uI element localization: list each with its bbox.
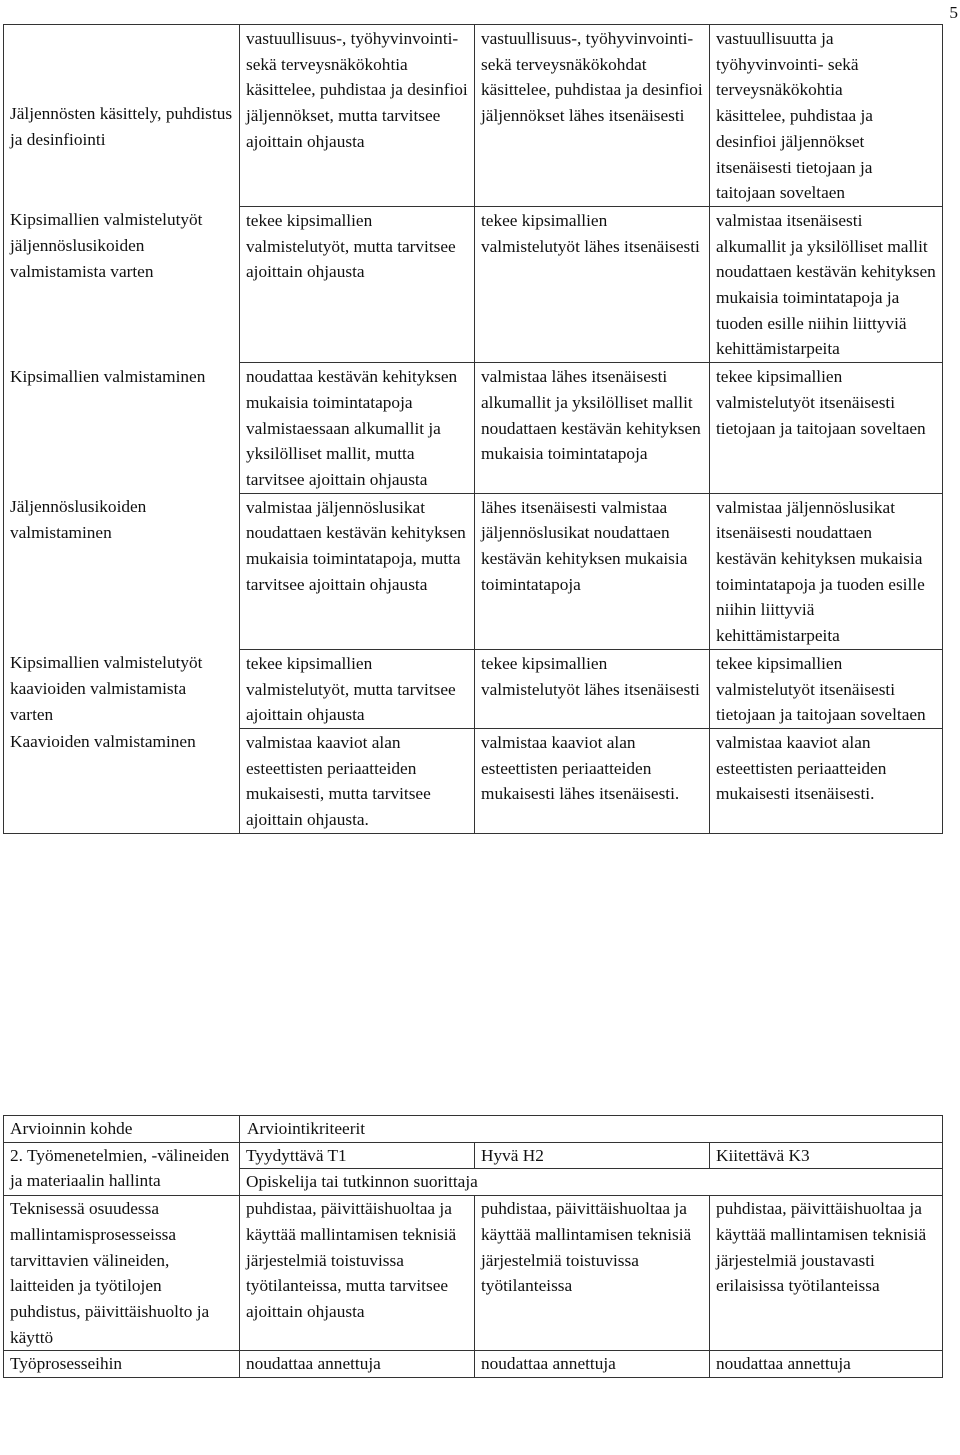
table-row <box>4 493 943 649</box>
criteria-t1-text: käsittelee, puhdistaa ja desinfioi jäljennökset, mutta tarvitsee ajoittain ohjausta <box>246 80 468 151</box>
assessment-target-cell: Teknisessä osuudessa mallintamisprosesseissa tarvittavien välineiden, laitteiden ja työtilojen puhdistus, päivittäishuolto ja käyttö <box>4 1196 240 1351</box>
page-number: 5 <box>949 3 958 22</box>
criteria-k3-cell: valmistaa kaaviot alan esteettisten periaatteiden mukaisesti itsenäisesti. <box>710 728 943 833</box>
criteria-t1-prefix: vastuullisuus-, työhyvinvointi- sekä terveysnäkökohtia <box>246 29 459 74</box>
grade-h2-label: Hyvä H2 <box>475 1142 710 1169</box>
criteria-t1-cell: valmistaa jäljennöslusikat noudattaen kestävän kehityksen mukaisia toimintatapoja, mutta tarvitsee ajoittain ohjausta <box>240 493 475 649</box>
assessment-target-cell: Kipsimallien valmistaminen <box>4 363 240 494</box>
criteria-h2-prefix: vastuullisuus-, työhyvinvointi- sekä terveysnäkökohdat <box>481 29 694 74</box>
criteria-t1-cell: tekee kipsimallien valmistelutyöt, mutta tarvitsee ajoittain ohjausta <box>240 206 475 362</box>
criteria-k3-cell: valmistaa jäljennöslusikat itsenäisesti noudattaen kestävän kehityksen mukaisia toimintatapoja ja tuoden esille niihin liittyviä kehittämistarpeita <box>710 493 943 649</box>
criteria-table-continued <box>3 24 943 834</box>
header-assessment-criteria: Arviointikriteerit <box>240 1116 943 1143</box>
grade-t1-label: Tyydyttävä T1 <box>240 1142 475 1169</box>
assessment-target-cell: Kipsimallien valmistelutyöt jäljennöslusikoiden valmistamista varten <box>4 206 240 362</box>
criteria-h2-cell: valmistaa kaaviot alan esteettisten periaatteiden mukaisesti lähes itsenäisesti. <box>475 728 710 833</box>
assessment-target-cell: Työprosesseihin <box>4 1351 240 1378</box>
section-title: 2. Työmenetelmien, -välineiden ja materiaalin hallinta <box>4 1142 240 1195</box>
table-row <box>4 1351 943 1378</box>
criteria-t1-cell: valmistaa kaaviot alan esteettisten periaatteiden mukaisesti, mutta tarvitsee ajoittain ohjausta. <box>240 728 475 833</box>
criteria-t1-cell: puhdistaa, päivittäishuoltaa ja käyttää mallintamisen teknisiä järjestelmiä toistuvissa työtilanteissa, mutta tarvitsee ajoittain ohjausta <box>240 1196 475 1351</box>
criteria-h2-cell: tekee kipsimallien valmistelutyöt lähes itsenäisesti <box>475 649 710 728</box>
criteria-h2-cell: valmistaa lähes itsenäisesti alkumallit ja yksilölliset mallit noudattaen kestävän kehityksen mukaisia toimintatapoja <box>475 363 710 494</box>
criteria-k3-cell: valmistaa itsenäisesti alkumallit ja yksilölliset mallit noudattaen kestävän kehityksen mukaisia toimintatapoja ja tuoden esille niihin liittyviä kehittämistarpeita <box>710 206 943 362</box>
criteria-h2-text: käsittelee, puhdistaa ja desinfioi jäljennökset lähes itsenäisesti <box>481 80 703 126</box>
criteria-k3-cell <box>710 25 943 207</box>
criteria-k3-prefix: vastuullisuutta ja työhyvinvointi- sekä terveysnäkökohtia <box>716 29 859 100</box>
criteria-t1-cell <box>240 25 475 207</box>
criteria-t1-cell: tekee kipsimallien valmistelutyöt, mutta tarvitsee ajoittain ohjausta <box>240 649 475 728</box>
criteria-h2-cell: tekee kipsimallien valmistelutyöt lähes itsenäisesti <box>475 206 710 362</box>
criteria-k3-cell: noudattaa annettuja <box>710 1351 943 1378</box>
criteria-k3-cell: puhdistaa, päivittäishuoltaa ja käyttää mallintamisen teknisiä järjestelmiä joustavasti erilaisissa työtilanteissa <box>710 1196 943 1351</box>
table-row <box>4 206 943 362</box>
table-row <box>4 363 943 494</box>
assessment-target-cell: Jäljennösten käsittely, puhdistus ja desinfiointi <box>4 25 240 207</box>
subject-label: Opiskelija tai tutkinnon suorittaja <box>240 1169 943 1196</box>
table-header-row <box>4 1116 943 1143</box>
criteria-h2-cell: noudattaa annettuja <box>475 1351 710 1378</box>
criteria-h2-cell: lähes itsenäisesti valmistaa jäljennöslusikat noudattaen kestävän kehityksen mukaisia toimintatapoja <box>475 493 710 649</box>
criteria-t1-cell: noudattaa kestävän kehityksen mukaisia toimintatapoja valmistaessaan alkumallit ja yksilölliset mallit, mutta tarvitsee ajoittain ohjausta <box>240 363 475 494</box>
table-row <box>4 1196 943 1351</box>
assessment-target-cell: Jäljennöslusikoiden valmistaminen <box>4 493 240 649</box>
criteria-k3-cell: tekee kipsimallien valmistelutyöt itsenäisesti tietojaan ja taitojaan soveltaen <box>710 649 943 728</box>
criteria-h2-cell: puhdistaa, päivittäishuoltaa ja käyttää mallintamisen teknisiä järjestelmiä toistuvissa työtilanteissa <box>475 1196 710 1351</box>
assessment-target-cell: Kipsimallien valmistelutyöt kaavioiden valmistamista varten <box>4 649 240 728</box>
grade-row <box>4 1142 943 1169</box>
table-row <box>4 728 943 833</box>
grade-k3-label: Kiitettävä K3 <box>710 1142 943 1169</box>
assessment-target-cell: Kaavioiden valmistaminen <box>4 728 240 833</box>
header-assessment-target: Arvioinnin kohde <box>4 1116 240 1143</box>
assessment-criteria-table <box>3 1115 943 1378</box>
criteria-k3-cell: tekee kipsimallien valmistelutyöt itsenäisesti tietojaan ja taitojaan soveltaen <box>710 363 943 494</box>
table-row <box>4 25 943 207</box>
criteria-h2-cell <box>475 25 710 207</box>
criteria-t1-cell: noudattaa annettuja <box>240 1351 475 1378</box>
criteria-k3-text: käsittelee, puhdistaa ja desinfioi jäljennökset itsenäisesti tietojaan ja taitojaan soveltaen <box>716 106 873 203</box>
table-row <box>4 649 943 728</box>
